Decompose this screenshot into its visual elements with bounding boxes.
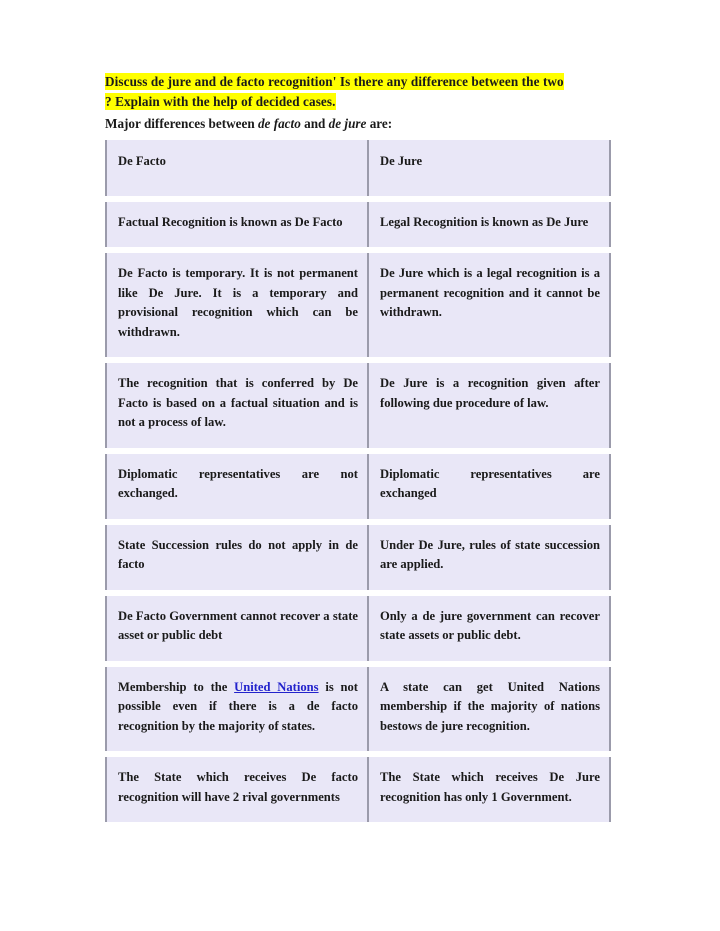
united-nations-link[interactable]: United Nations xyxy=(234,679,319,694)
cell-text-right: Only a de jure government can recover state assets or public debt. xyxy=(380,608,600,642)
table-cell-left xyxy=(105,667,367,752)
table-cell-right xyxy=(367,596,611,661)
table-cell-left xyxy=(105,596,367,661)
heading-line-1: Discuss de jure and de facto recognition' Is there any difference between the two xyxy=(105,74,564,89)
cell-text-right: De Jure which is a legal recognition is a permanent recognition and it cannot be withdrawn. xyxy=(380,266,600,319)
cell-text-left: De Facto Government cannot recover a state asset or public debt xyxy=(118,608,358,642)
cell-text-right: Diplomatic representatives are exchanged xyxy=(380,466,600,500)
table-cell-left xyxy=(105,253,367,357)
table-cell-right xyxy=(367,253,611,357)
table-row xyxy=(105,667,611,752)
table-header-de-facto xyxy=(105,140,367,196)
subheading-suffix: are: xyxy=(366,116,393,131)
table-cell-left xyxy=(105,454,367,519)
table-cell-right xyxy=(367,454,611,519)
subheading-italic-de-jure: de jure xyxy=(328,116,367,131)
header-left-label: De Facto xyxy=(118,154,166,168)
table-cell-right xyxy=(367,667,611,752)
table-row xyxy=(105,525,611,590)
cell-text-part-1: Membership to the xyxy=(118,679,235,694)
document-content xyxy=(105,72,617,822)
cell-text-right: Under De Jure, rules of state succession are applied. xyxy=(380,537,600,571)
heading-line-2: ? Explain with the help of decided cases. xyxy=(105,94,336,109)
cell-text-left: State Succession rules do not apply in de facto xyxy=(118,537,358,571)
table-cell-right xyxy=(367,202,611,248)
cell-text-part-2: is not possible even if there is a de facto recognition by the majority of states. xyxy=(118,679,358,733)
table-cell-right xyxy=(367,757,611,822)
table-row xyxy=(105,596,611,661)
page-title xyxy=(105,72,617,112)
table-cell-left xyxy=(105,525,367,590)
table-row xyxy=(105,363,611,448)
cell-text-right: A state can get United Nations membership if the majority of nations bestows de jure recognition. xyxy=(380,679,600,733)
cell-text-right: Legal Recognition is known as De Jure xyxy=(380,214,589,229)
table-row xyxy=(105,757,611,822)
header-right-label: De Jure xyxy=(380,154,423,168)
table-cell-left xyxy=(105,363,367,448)
subheading-italic-de-facto: de facto xyxy=(257,116,301,131)
cell-text-left: Factual Recognition is known as De Facto xyxy=(118,214,343,229)
cell-text-left-with-link xyxy=(118,678,358,737)
table-cell-left xyxy=(105,202,367,248)
cell-text-right: The State which receives De Jure recognition has only 1 Government. xyxy=(380,770,600,804)
table-cell-left xyxy=(105,757,367,822)
table-header-row xyxy=(105,140,611,196)
table-row xyxy=(105,202,611,248)
comparison-table xyxy=(105,140,611,822)
cell-text-left: The State which receives De facto recognition will have 2 rival governments xyxy=(118,770,358,804)
cell-text-left: Diplomatic representatives are not exchanged. xyxy=(118,466,358,500)
cell-text-left: The recognition that is conferred by De Facto is based on a factual situation and is not a process of law. xyxy=(118,376,358,429)
table-header-de-jure xyxy=(367,140,611,196)
cell-text-left: De Facto is temporary. It is not permanent like De Jure. It is a temporary and provisional recognition which can be withdrawn. xyxy=(118,266,358,339)
subheading xyxy=(105,114,617,134)
subheading-prefix: Major differences between xyxy=(105,116,258,131)
table-row xyxy=(105,253,611,357)
table-row xyxy=(105,454,611,519)
subheading-middle: and xyxy=(300,116,329,131)
table-cell-right xyxy=(367,525,611,590)
table-cell-right xyxy=(367,363,611,448)
cell-text-right: De Jure is a recognition given after following due procedure of law. xyxy=(380,376,600,410)
